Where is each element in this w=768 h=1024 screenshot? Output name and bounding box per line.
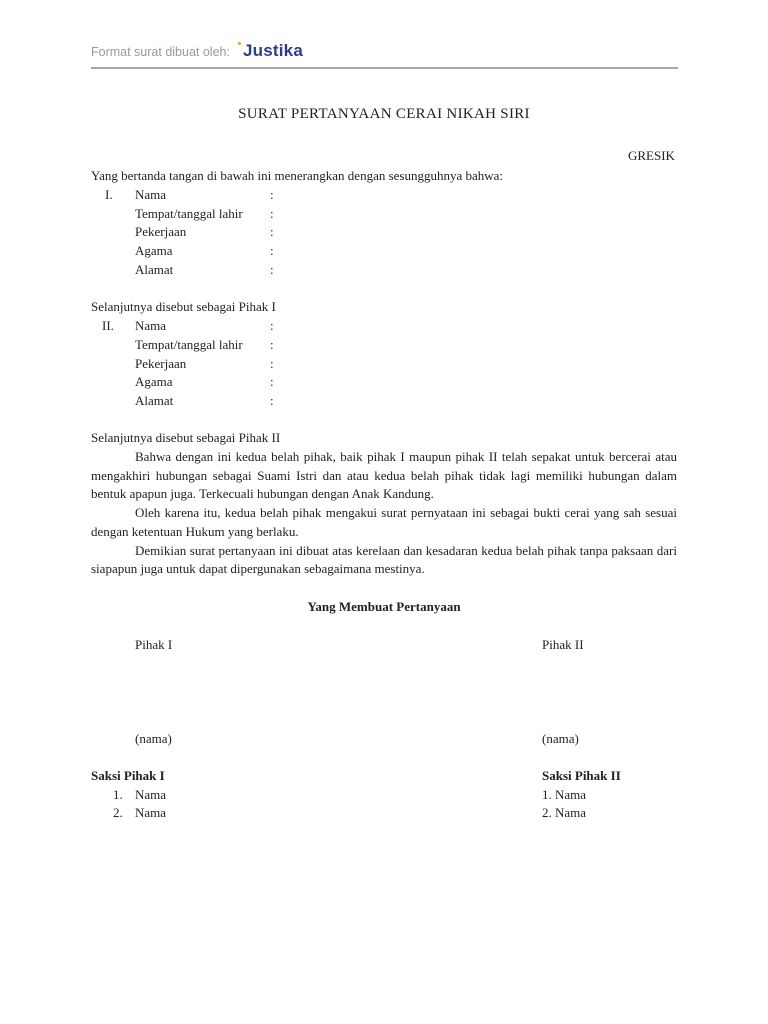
signature-heading: Yang Membuat Pertanyaan xyxy=(307,599,461,614)
witness-right-heading: Saksi Pihak II xyxy=(542,768,621,783)
party2-field-address: Alamat xyxy=(135,393,174,408)
header-divider xyxy=(91,67,678,69)
witness-left-number: 1. xyxy=(113,787,123,802)
witness-left-heading: Saksi Pihak I xyxy=(91,768,165,783)
party2-field-name: Nama xyxy=(135,318,167,333)
party1-field-birth: Tempat/tanggal lahir xyxy=(135,206,243,221)
party1-colon: : xyxy=(270,243,274,258)
party1-numeral: I. xyxy=(105,187,113,202)
witness-right-item: 2. Nama xyxy=(542,805,587,820)
party2-colon: : xyxy=(270,393,274,408)
party2-colon: : xyxy=(270,318,274,333)
paragraph-agreement: Bahwa dengan ini kedua belah pihak, baik pihak I maupun pihak II telah sepakat untuk bercerai atau mengakhiri hubungan sebagai Suami Istri dan atau kedua belah pihak tidak lagi memiliki hubungan dalam bentuk apapun juga. Terkecuali hubungan dengan Anak Kandung. xyxy=(91,449,677,502)
party1-colon: : xyxy=(270,187,274,202)
party2-field-job: Pekerjaan xyxy=(135,356,187,371)
brand-logo: Justika xyxy=(243,41,303,60)
party1-field-job: Pekerjaan xyxy=(135,224,187,239)
paragraph-acknowledgement: Oleh karena itu, kedua belah pihak mengakui surat pernyataan ini sebagai bukti cerai yang sah sesuai dengan ketentuan Hukum yang berlaku. xyxy=(91,505,677,539)
party1-field-address: Alamat xyxy=(135,262,174,277)
party1-colon: : xyxy=(270,262,274,277)
paragraph-closing: Demikian surat pertanyaan ini dibuat atas kerelaan dan kesadaran kedua belah pihak tanpa paksaan dari siapapun juga untuk dapat dipergunakan sebagaimana mestinya. xyxy=(91,542,677,577)
party2-field-religion: Agama xyxy=(135,374,173,389)
party1-note: Selanjutnya disebut sebagai Pihak I xyxy=(91,299,276,314)
body-paragraphs xyxy=(91,448,677,579)
party2-note: Selanjutnya disebut sebagai Pihak II xyxy=(91,430,281,445)
party2-colon: : xyxy=(270,337,274,352)
signature-right-label: Pihak II xyxy=(542,637,584,652)
brand-dot-icon xyxy=(238,42,241,45)
party1-field-religion: Agama xyxy=(135,243,173,258)
party2-field-birth: Tempat/tanggal lahir xyxy=(135,337,243,352)
signature-left-label: Pihak I xyxy=(135,637,173,652)
city-label: GRESIK xyxy=(628,148,675,163)
party1-colon: : xyxy=(270,224,274,239)
party1-field-name: Nama xyxy=(135,187,167,202)
party2-numeral: II. xyxy=(102,318,114,333)
party2-colon: : xyxy=(270,356,274,371)
header-credit: Format surat dibuat oleh: xyxy=(91,45,230,59)
witness-left-number: 2. xyxy=(113,805,123,820)
party1-colon: : xyxy=(270,206,274,221)
witness-left-item: Nama xyxy=(135,805,167,820)
witness-right-item: 1. Nama xyxy=(542,787,587,802)
witness-left-item: Nama xyxy=(135,787,167,802)
document-title: SURAT PERTANYAAN CERAI NIKAH SIRI xyxy=(238,106,530,122)
intro-text: Yang bertanda tangan di bawah ini menerangkan dengan sesungguhnya bahwa: xyxy=(91,168,504,183)
signature-right-name: (nama) xyxy=(542,731,579,746)
party2-colon: : xyxy=(270,374,274,389)
signature-left-name: (nama) xyxy=(135,731,172,746)
